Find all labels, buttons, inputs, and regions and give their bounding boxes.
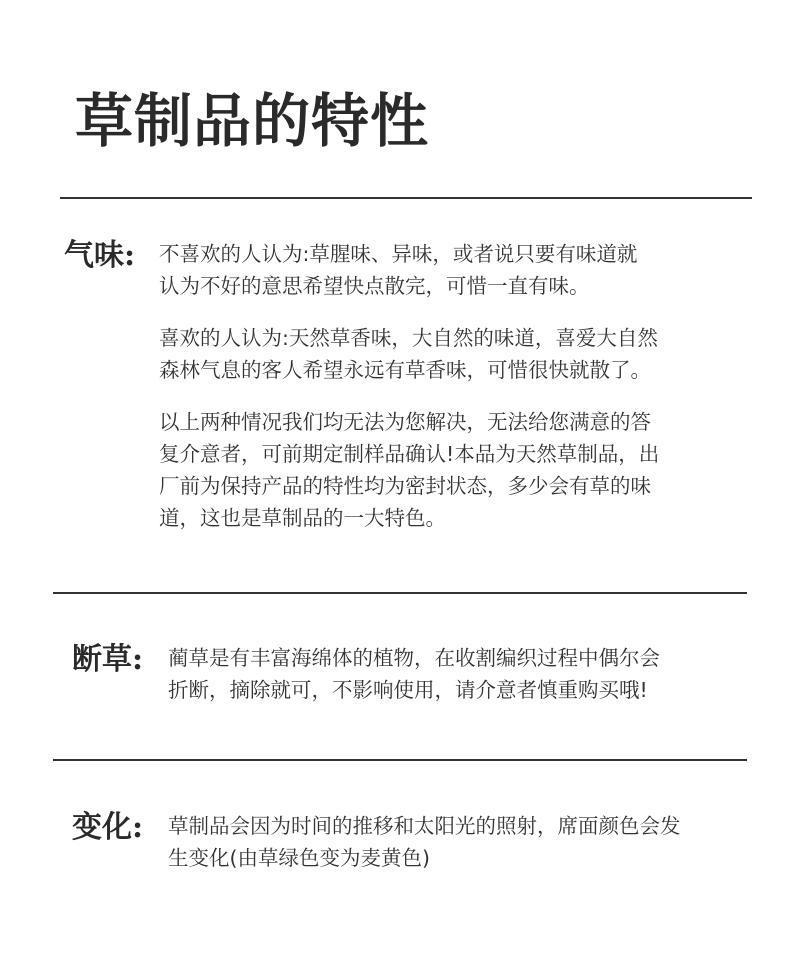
text-line: 森林气息的客人希望永远有草香味，可惜很快就散了。 xyxy=(159,358,651,382)
text-line: 折断，摘除就可，不影响使用，请介意者慎重购买哦! xyxy=(168,678,648,702)
paragraph xyxy=(159,322,658,386)
section-label: 气味: xyxy=(64,238,136,273)
section-label: 变化: xyxy=(72,810,144,845)
text-line: 厂前为保持产品的特性均为密封状态，多少会有草的味 xyxy=(159,474,651,498)
divider xyxy=(60,197,752,199)
page-title: 草制品的特性 xyxy=(75,87,430,155)
text-line: 蔺草是有丰富海绵体的植物，在收割编织过程中偶尔会 xyxy=(168,646,660,670)
paragraph xyxy=(159,238,637,302)
text-line: 喜欢的人认为:天然草香味，大自然的味道，喜爱大自然 xyxy=(159,326,658,350)
section-label: 断草: xyxy=(72,642,144,677)
text-line: 道，这也是草制品的一大特色。 xyxy=(159,506,446,530)
text-line: 草制品会因为时间的推移和太阳光的照射，席面颜色会发 xyxy=(168,814,681,838)
text-line: 认为不好的意思希望快点散完，可惜一直有味。 xyxy=(159,274,590,298)
text-line: 以上两种情况我们均无法为您解决，无法给您满意的答 xyxy=(159,410,651,434)
paragraph xyxy=(159,406,659,534)
text-line: 复介意者，可前期定制样品确认!本品为天然草制品，出 xyxy=(159,442,660,466)
divider xyxy=(53,759,747,761)
paragraph xyxy=(168,810,681,874)
divider xyxy=(53,592,747,594)
text-line: 不喜欢的人认为:草腥味、异味，或者说只要有味道就 xyxy=(159,242,638,266)
text-line: 生变化(由草绿色变为麦黄色) xyxy=(168,846,430,870)
paragraph xyxy=(168,642,660,706)
